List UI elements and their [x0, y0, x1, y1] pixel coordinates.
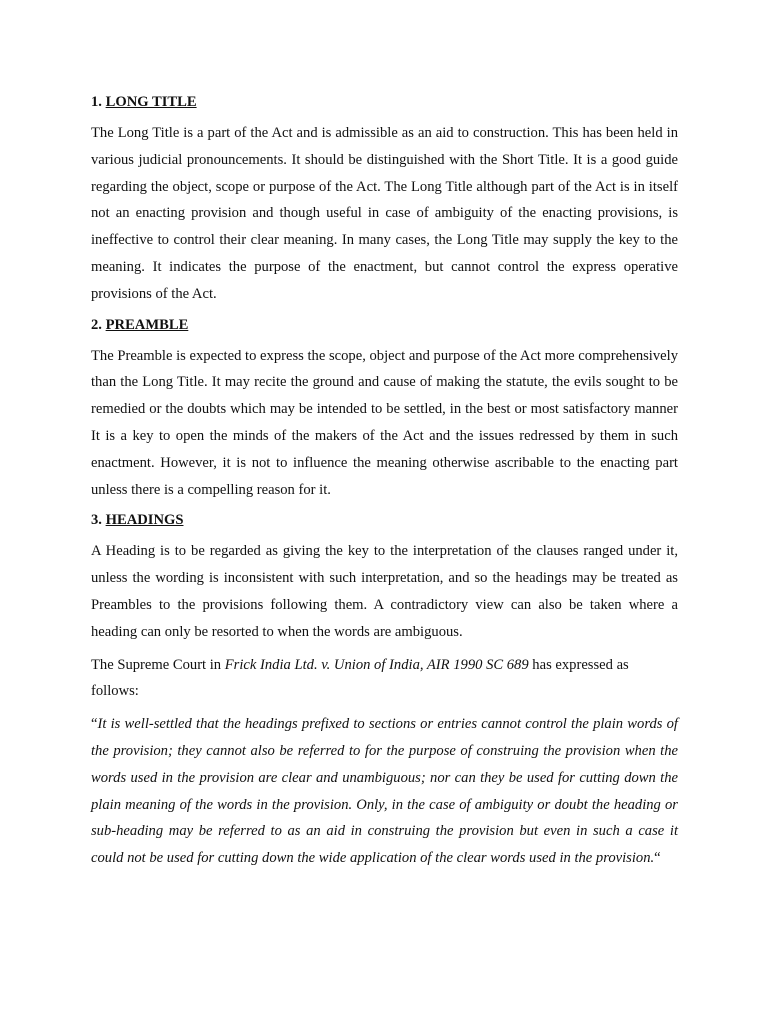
section-title: LONG TITLE [105, 94, 197, 110]
section-title: HEADINGS [105, 512, 184, 529]
quote-open-mark: “ [91, 716, 98, 733]
section-number: 3. [91, 512, 102, 529]
citation-trail: has expressed as follows: [91, 656, 629, 700]
section-paragraph-long-title: The Long Title is a part of the Act and is admissible as an aid to construction. This has been held in various judicial pronouncements. It should be distinguished with the Short Title. It is a good guide regarding the object, scope or purpose of the Act. The Long Title although part of the Act is in itself not an enacting provision and though useful in case of ambiguity of the enacting provisions, is ineffective to control their clear meaning. In many cases, the Long Title may supply the key to the meaning. It indicates the purpose of the enactment, but cannot control the express operative provisions of the Act. [91, 125, 678, 302]
citation-paragraph [91, 652, 678, 706]
section-heading-headings [91, 509, 678, 531]
quote-text: It is well-settled that the headings prefixed to sections or entries cannot control the plain words of the provision; they cannot also be referred to for the purpose of construing the provision when the words used in the provision are clear and unambiguous; nor can they be used for cutting down the plain meaning of the words in the provision. Only, in the case of ambiguity or doubt the heading or sub-heading may be referred to as an aid in construing the provision but even in such a case it could not be used for cutting down the wide application of the clear words used in the provision. [91, 716, 678, 867]
section-number: 2. [91, 316, 102, 333]
section-title: PREAMBLE [105, 316, 189, 333]
citation-lead: The Supreme Court in [91, 656, 225, 673]
section-heading-long-title [91, 91, 678, 113]
quote-close-mark: “ [654, 850, 661, 867]
document-body [91, 91, 678, 872]
section-paragraph-preamble: The Preamble is expected to express the scope, object and purpose of the Act more comprehensively than the Long Title. It may recite the ground and cause of making the statute, the evils sought to be remedied or the doubts which may be intended to be settled, in the best or most satisfactory manner It is a key to open the minds of the makers of the Act and the issues redressed by them in such enactment. However, it is not to influence the meaning otherwise ascribable to the enacting part unless there is a compelling reason for it. [91, 347, 678, 498]
section-heading-preamble [91, 314, 678, 336]
judgment-quote [91, 711, 678, 872]
section-paragraph-headings: A Heading is to be regarded as giving the key to the interpretation of the clauses ranged under it, unless the wording is inconsistent with such interpretation, and so the headings may be treated as Preambles to the provisions following them. A contradictory view can also be taken where a heading can only be resorted to when the words are ambiguous. [91, 543, 678, 640]
case-citation: Frick India Ltd. v. Union of India, AIR 1990 SC 689 [224, 656, 529, 673]
section-number: 1. [91, 94, 102, 110]
